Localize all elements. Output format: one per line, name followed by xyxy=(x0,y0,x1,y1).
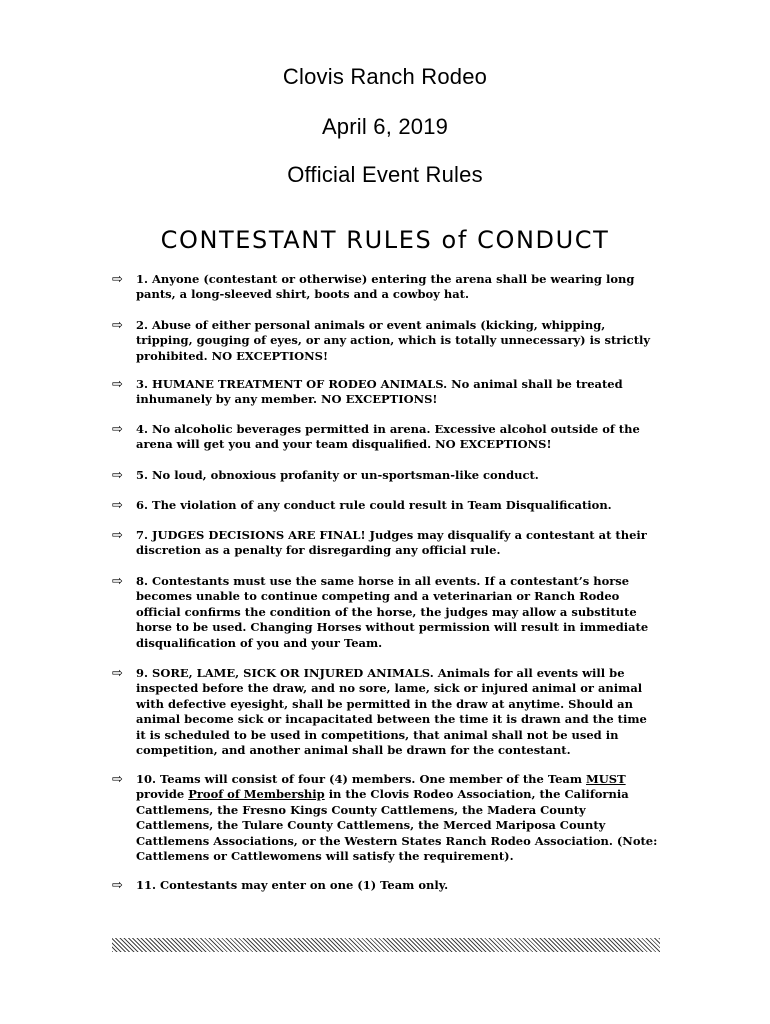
section-title: CONTESTANT RULES of CONDUCT xyxy=(160,226,610,254)
document-subtitle: Official Event Rules xyxy=(287,162,483,187)
hollow-arrow-icon: ⇨ xyxy=(112,468,123,483)
hollow-arrow-icon: ⇨ xyxy=(112,318,123,333)
rule-text: 6. The violation of any conduct rule could result in Team Disqualification. xyxy=(136,498,612,512)
rule-text-part: in the Clovis Rodeo Association, the California Cattlemens, the Fresno Kings County Cattlemens, the Madera County Cattlemens, the Tulare County Cattlemens, the Merced Mariposa County Cattlemens Associations, or the Western States Ranch Rodeo Association. (Note: Cattlemens or Cattlewomens will satisfy the requirement). xyxy=(136,787,658,864)
proof-of-membership: Proof of Membership xyxy=(188,787,325,802)
rule-item xyxy=(112,377,660,408)
rule-text: 2. Abuse of either personal animals or event animals (kicking, whipping, tripping, gouging of eyes, or any action, which is totally unnecessary) is strictly prohibited. NO EXCEPTIONS! xyxy=(136,318,651,363)
rule-text: 11. Contestants may enter on one (1) Team only. xyxy=(136,878,449,892)
hollow-arrow-icon: ⇨ xyxy=(112,772,123,787)
rule-text: 7. JUDGES DECISIONS ARE FINAL! Judges may disqualify a contestant at their discretion as a penalty for disregarding any official rule. xyxy=(136,528,647,558)
rule-item xyxy=(112,574,660,651)
rule-text: 9. SORE, LAME, SICK OR INJURED ANIMALS. Animals for all events will be inspected before the draw, and no sore, lame, sick or injured animal or animal with defective eyesight, shall be permitted in the draw at anytime. Should an animal become sick or incapacitated between the time it is drawn and the time it is scheduled to be used in competitions, that animal shall not be used in competition, and another animal shall be drawn for the contestant. xyxy=(136,666,647,758)
hollow-arrow-icon: ⇨ xyxy=(112,422,123,437)
event-date: April 6, 2019 xyxy=(321,114,449,139)
document-title: Clovis Ranch Rodeo xyxy=(282,64,488,89)
must-emphasis: MUST xyxy=(586,772,626,786)
rule-text-part: provide xyxy=(136,787,189,802)
hollow-arrow-icon: ⇨ xyxy=(112,498,123,513)
rule-item xyxy=(112,772,660,864)
rule-item xyxy=(112,528,660,559)
rule-text: 5. No loud, obnoxious profanity or un-sportsman-like conduct. xyxy=(136,468,539,482)
hollow-arrow-icon: ⇨ xyxy=(112,528,123,543)
hollow-arrow-icon: ⇨ xyxy=(112,574,123,589)
rule-text: 3. HUMANE TREATMENT OF RODEO ANIMALS. No animal shall be treated inhumanely by any member. NO EXCEPTIONS! xyxy=(136,377,623,407)
rule-item xyxy=(112,878,660,893)
rule-text: 1. Anyone (contestant or otherwise) entering the arena shall be wearing long pants, a long-sleeved shirt, boots and a cowboy hat. xyxy=(136,272,635,302)
hollow-arrow-icon: ⇨ xyxy=(112,666,123,681)
rule-text xyxy=(136,772,660,864)
hollow-arrow-icon: ⇨ xyxy=(112,272,123,287)
rule-text-part: 10. Teams will consist of four (4) members. One member of the Team xyxy=(136,772,587,786)
rule-text: 8. Contestants must use the same horse in all events. If a contestant’s horse becomes unable to continue competing and a veterinarian or Ranch Rodeo official confirms the condition of the horse, the judges may allow a substitute horse to be used. Changing Horses without permission will result in immediate disqualification of you and your Team. xyxy=(136,574,649,650)
rule-item xyxy=(112,272,660,303)
rule-item xyxy=(112,318,660,364)
rule-item xyxy=(112,498,660,513)
rule-text: 4. No alcoholic beverages permitted in arena. Excessive alcohol outside of the arena will get you and your team disqualified. NO EXCEPTIONS! xyxy=(136,422,640,452)
hollow-arrow-icon: ⇨ xyxy=(112,878,123,893)
footer-hatched-bar xyxy=(112,938,660,952)
hollow-arrow-icon: ⇨ xyxy=(112,377,123,392)
rule-item xyxy=(112,666,660,758)
rule-item xyxy=(112,468,660,483)
rule-item xyxy=(112,422,660,453)
